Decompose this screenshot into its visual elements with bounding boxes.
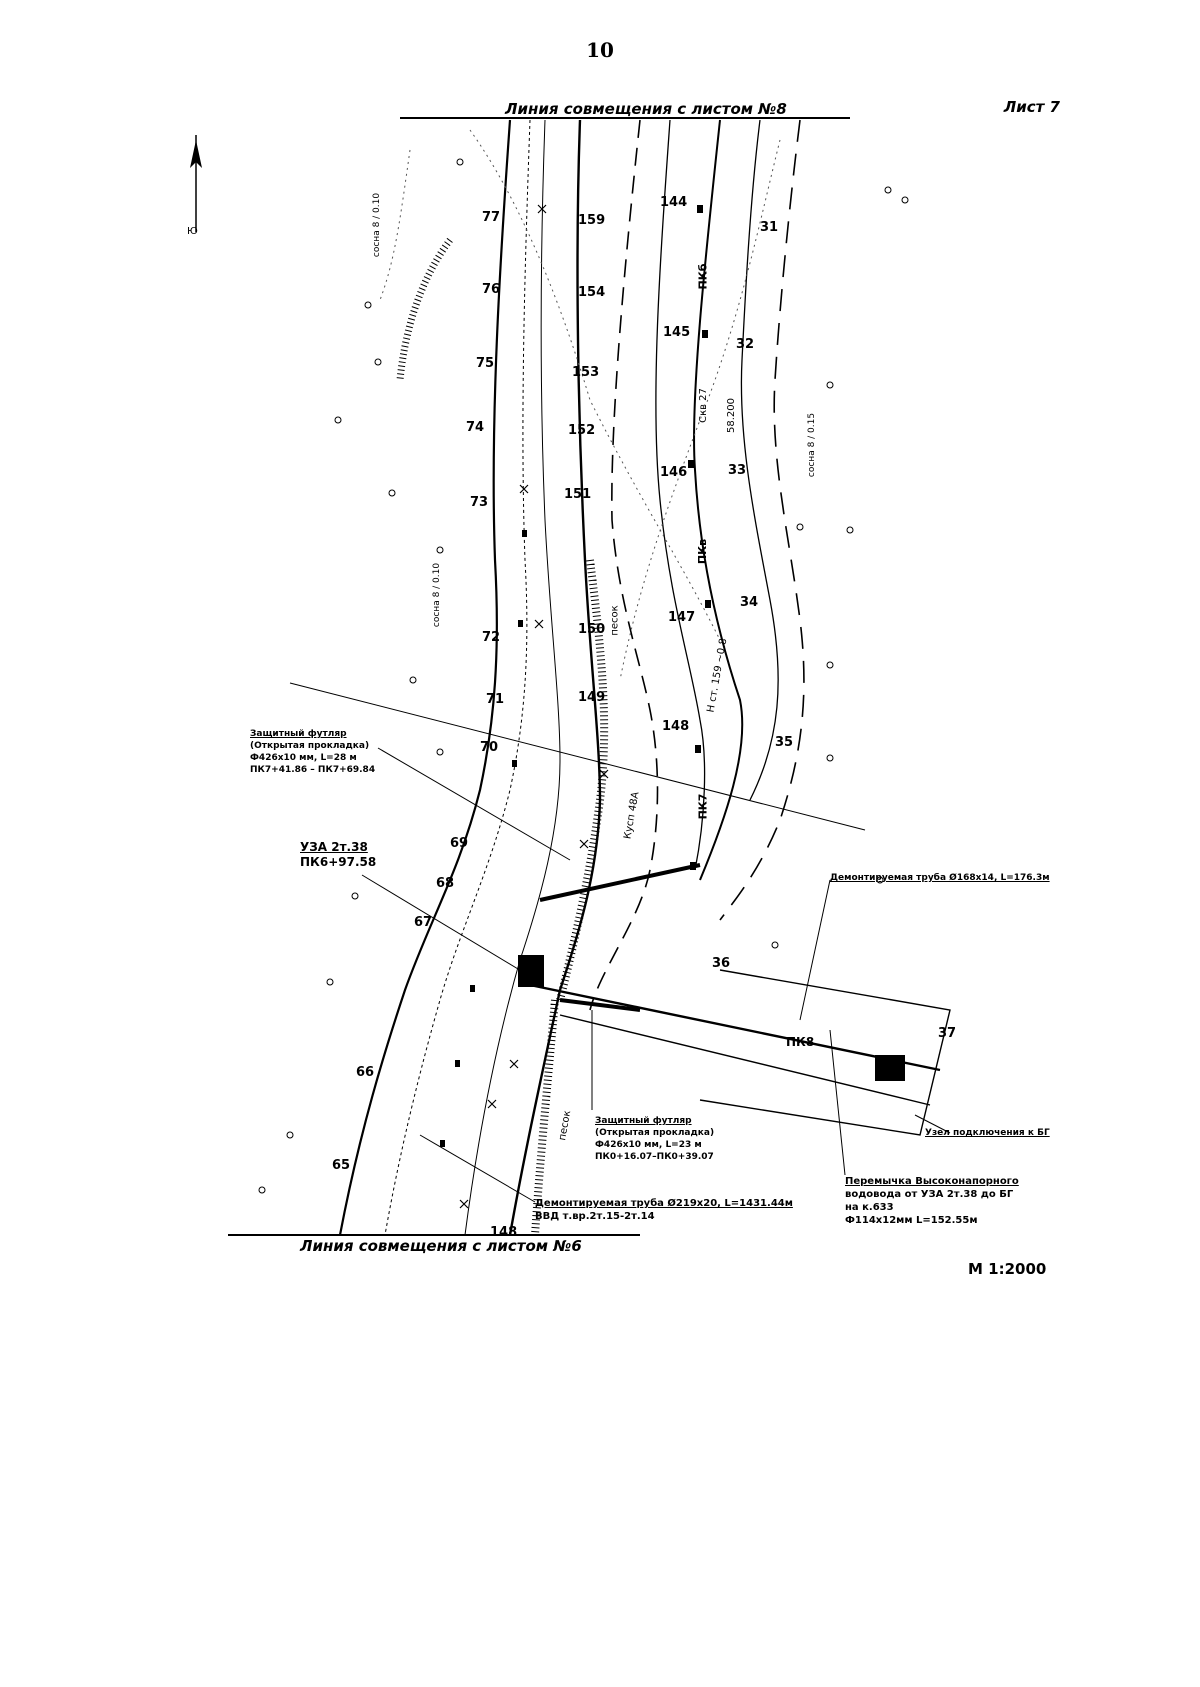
note-casing-bottom bbox=[595, 1115, 714, 1163]
label-pipe-mark-3: ПК7 bbox=[696, 793, 710, 820]
picket-left-67: 67 bbox=[414, 915, 433, 930]
note-casing-top-line3: ПК7+41.86 – ПК7+69.84 bbox=[250, 765, 376, 775]
picket-pipe-147: 147 bbox=[668, 610, 696, 625]
note-casing-top-line2: Ф426x10 мм, L=28 м bbox=[250, 753, 357, 763]
label-pine-3: сосна 8 / 0.10 bbox=[432, 562, 443, 628]
road-inner-edge bbox=[385, 120, 530, 1235]
note-connection-node bbox=[925, 1127, 1050, 1139]
valve-uza-symbol bbox=[518, 955, 544, 987]
pipeline-thick-right bbox=[694, 120, 742, 880]
leader-dismantled-right bbox=[800, 880, 830, 1020]
north-arrow-label: Ю bbox=[187, 226, 198, 237]
note-casing-bottom-line2: Ф426x10 мм, L=23 м bbox=[595, 1140, 702, 1150]
label-pipe-mark-4: ПК8 bbox=[786, 1035, 815, 1049]
note-bridge-line2: на к.633 bbox=[845, 1202, 894, 1213]
picket-right-31: 31 bbox=[760, 220, 779, 235]
picket-left-65: 65 bbox=[332, 1158, 351, 1173]
picket-left-70: 70 bbox=[480, 740, 499, 755]
picket-left-75: 75 bbox=[476, 356, 495, 371]
label-pine-2: сосна 8 / 0.15 bbox=[807, 412, 818, 478]
picket-pipe-146: 146 bbox=[660, 465, 688, 480]
picket-mid-152: 152 bbox=[568, 423, 596, 438]
picket-left-69: 69 bbox=[450, 836, 469, 851]
label-depth: Н ст. 159 ~0.8 bbox=[705, 637, 730, 714]
picket-left-71: 71 bbox=[486, 692, 505, 707]
north-arrow-icon bbox=[190, 135, 202, 232]
note-bridge-line1: водовода от УЗА 2т.38 до БГ bbox=[845, 1189, 1014, 1200]
label-culvert: Кусп 48А bbox=[622, 791, 642, 840]
picket-left-76: 76 bbox=[482, 282, 501, 297]
picket-mid-159: 159 bbox=[578, 213, 606, 228]
match-line-top-label: Линия совмещения с листом №8 bbox=[505, 100, 787, 118]
casing-pipe-top bbox=[540, 865, 700, 900]
note-casing-bottom-line1: (Открытая прокладка) bbox=[595, 1128, 715, 1138]
picket-mid-150: 150 bbox=[578, 622, 606, 637]
note-dismantled-bottom-title: Демонтируемая труба Ø219x20, L=1431.44м bbox=[535, 1198, 793, 1209]
note-dismantled-right bbox=[830, 872, 1050, 884]
section-line bbox=[290, 683, 865, 830]
picket-pipe-145: 145 bbox=[663, 325, 691, 340]
picket-right-34: 34 bbox=[740, 595, 759, 610]
picket-mid-148: 148 bbox=[490, 1225, 518, 1240]
note-dismantled-bottom-line1: ВВД т.вр.2т.15-2т.14 bbox=[535, 1211, 655, 1222]
sheet-label: Лист 7 bbox=[1003, 98, 1060, 116]
note-bridge-line3: Ф114x12мм L=152.55м bbox=[845, 1215, 978, 1226]
note-dismantled-bottom bbox=[535, 1197, 793, 1223]
picket-mid-151: 151 bbox=[564, 487, 592, 502]
page-number: 10 bbox=[586, 38, 614, 62]
note-valve-line1: ПК6+97.58 bbox=[300, 855, 377, 869]
picket-left-72: 72 bbox=[482, 630, 501, 645]
note-valve-title: УЗА 2т.38 bbox=[300, 840, 368, 854]
leader-casing-top bbox=[378, 748, 570, 860]
label-wells: Скв 27 bbox=[697, 388, 709, 423]
match-line-bottom-label: Линия совмещения с листом №6 bbox=[300, 1237, 582, 1255]
note-bridge-title: Перемычка Высоконапорного bbox=[845, 1176, 1019, 1187]
picket-left-74: 74 bbox=[466, 420, 485, 435]
pipeline-dashed-right bbox=[720, 120, 804, 920]
pipe-markers bbox=[440, 205, 711, 1147]
picket-left-68: 68 bbox=[436, 876, 455, 891]
note-dismantled-right-title: Демонтируемая труба Ø168x14, L=176.3м bbox=[830, 873, 1050, 883]
label-pipe-mark-1: ПКб bbox=[696, 263, 710, 290]
picket-right-33: 33 bbox=[728, 463, 747, 478]
note-casing-top-title: Защитный футляр bbox=[250, 729, 347, 739]
picket-left-77: 77 bbox=[482, 210, 501, 225]
note-casing-top bbox=[250, 728, 375, 776]
picket-pipe-148: 148 bbox=[662, 719, 690, 734]
contour-3 bbox=[380, 150, 410, 300]
picket-right-37: 37 bbox=[938, 1026, 957, 1041]
note-casing-bottom-title: Защитный футляр bbox=[595, 1116, 692, 1126]
embankment-hatch-1 bbox=[400, 240, 450, 380]
picket-left-66: 66 bbox=[356, 1065, 375, 1080]
label-pine-1: сосна 8 / 0.10 bbox=[372, 192, 383, 258]
label-sand-2: песок bbox=[557, 1109, 574, 1142]
note-casing-top-line1: (Открытая прокладка) bbox=[250, 741, 370, 751]
note-casing-bottom-line3: ПК0+16.07–ПК0+39.07 bbox=[595, 1152, 714, 1162]
picket-mid-153: 153 bbox=[572, 365, 600, 380]
label-sand-1: песок bbox=[609, 605, 621, 636]
bg-boundary bbox=[700, 970, 950, 1135]
label-pipe-mark-2: ПКв bbox=[696, 538, 710, 565]
connection-node-symbol bbox=[875, 1055, 905, 1081]
picket-pipe-144: 144 bbox=[660, 195, 688, 210]
scale-label: М 1:2000 bbox=[968, 1260, 1047, 1278]
picket-mid-154: 154 bbox=[578, 285, 606, 300]
note-valve bbox=[300, 840, 376, 870]
label-well-level: 58.200 bbox=[726, 398, 737, 433]
picket-right-35: 35 bbox=[775, 735, 794, 750]
note-bridge bbox=[845, 1175, 1019, 1227]
leader-dismantled-bottom bbox=[420, 1135, 535, 1202]
picket-right-36: 36 bbox=[712, 956, 731, 971]
note-connection-node-title: Узел подключения к БГ bbox=[925, 1128, 1050, 1138]
picket-right-32: 32 bbox=[736, 337, 755, 352]
picket-left-73: 73 bbox=[470, 495, 489, 510]
picket-mid-149: 149 bbox=[578, 690, 606, 705]
leader-bridge bbox=[830, 1030, 845, 1175]
